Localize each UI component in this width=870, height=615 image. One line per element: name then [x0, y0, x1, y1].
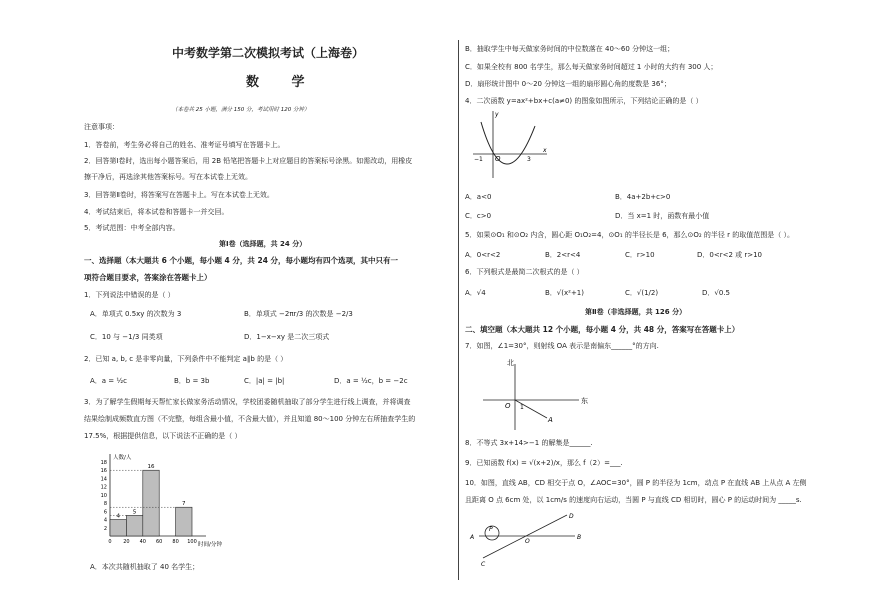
column-divider	[458, 40, 459, 580]
q5-option-b: B．2<r<4	[545, 251, 581, 259]
x-axis-label: x	[543, 147, 547, 154]
q2-option-c: C．|a| = |b|	[244, 377, 285, 385]
x-tick-label: 80	[172, 539, 179, 545]
label-d: D	[569, 513, 574, 520]
q8-stem: 8．不等式 3x+14>−1 的解集是______.	[465, 439, 593, 447]
q3-line3: 17.5%，根据提供信息，以下说法不正确的是（ ）	[84, 432, 242, 440]
parabola-figure	[471, 108, 551, 180]
x-tick-label: 0	[108, 539, 112, 545]
intersecting-lines-figure	[469, 510, 589, 570]
q10-line1: 10．如图，直线 AB，CD 相交于点 O，∠AOC=30°，圆 P 的半径为 1cm，动点 P 在直线 AB 上从点 A 左侧	[465, 479, 807, 487]
q3-option-a: A．本次共随机抽取了 40 名学生；	[90, 563, 200, 571]
q5-option-c: C．r>10	[625, 251, 655, 259]
left-root-label: −1	[474, 156, 483, 163]
histogram-bar	[176, 507, 192, 536]
q1-option-c: C．10 与 −1/3 同类项	[90, 333, 163, 341]
y-tick-label: 6	[103, 509, 107, 516]
x-tick-label: 40	[139, 539, 146, 545]
x-axis-title: 时间/分钟	[198, 542, 222, 548]
note-5: 5．考试范围：中考全部内容。	[84, 224, 180, 232]
q3-line1: 3．为了解学生假期每天帮忙家长做家务活动情况，学校团委随机抽取了部分学生进行线上调查，并将调查	[84, 398, 411, 406]
point-a-label: A	[548, 416, 553, 424]
right-column	[465, 0, 807, 615]
q1-option-a: A．单项式 0.5xy 的次数为 3	[90, 310, 182, 318]
note-4: 4．考试结束后，将本试卷和答题卡一并交回。	[84, 208, 229, 216]
y-axis-title: 人数/人	[113, 455, 132, 461]
compass-figure	[471, 356, 591, 432]
label-o: O	[525, 538, 530, 545]
note-3: 3．回答第Ⅱ卷时，将答案写在答题卡上。写在本试卷上无效。	[84, 191, 274, 199]
section1-line1: 一、选择题（本大题共 6 个小题，每小题 4 分，共 24 分，每小题均有四个选项，其中只有一	[84, 256, 399, 265]
q3-option-d: D．扇形统计图中 0～20 分钟这一组的扇形圆心角的度数是 36°；	[465, 80, 671, 88]
q3-line2: 结果绘制成频数直方图（不完整，每组含最小值，不含最大值），并且知道 80～100 分钟左右所抽查学生的	[84, 415, 416, 423]
y-tick-label: 18	[100, 460, 107, 466]
y-tick-label: 14	[100, 476, 107, 483]
q3-option-c: C．如果全校有 800 名学生，那么每天做家务时间超过 1 小时的大约有 300 人；	[465, 63, 718, 71]
y-tick-label: 10	[100, 492, 107, 499]
q9-stem: 9．已知函数 f(x) = √(x+2)/x，那么 f（2）=___.	[465, 459, 623, 467]
x-tick-label: 100	[187, 539, 197, 545]
q3-option-b: B．抽取学生中每天做家务时间的中位数落在 40～60 分钟这一组；	[465, 45, 675, 53]
q4-option-c: C．c>0	[465, 212, 492, 220]
note-2: 2．回答第Ⅰ卷时，选出每小题答案后，用 2B 铅笔把答题卡上对应题目的答案标号涂黑。如需改动，用橡皮	[84, 157, 413, 165]
right-root-label: 3	[527, 156, 531, 163]
section1-line2: 项符合题目要求，答案涂在答题卡上）	[84, 273, 212, 282]
q5-option-a: A．0<r<2	[465, 251, 501, 259]
q6-option-b: B．√(x²+1)	[545, 289, 584, 297]
subject-title: 数 学	[246, 75, 319, 90]
q4-stem: 4．二次函数 y=ax²+bx+c(a≠0) 的图象如图所示，下列结论正确的是（ ）	[465, 97, 703, 105]
bar-value-label: 5	[132, 509, 137, 516]
label-a: A	[470, 534, 475, 541]
q5-option-d: D．0<r<2 或 r>10	[697, 251, 763, 259]
origin-label: O	[495, 155, 501, 163]
q5-stem: 5．如果⊙O₁ 和⊙O₂ 内含，圆心距 O₁O₂=4，⊙O₁ 的半径长是 6，那么⊙O₂ 的半径 r 的取值范围是（ ）。	[465, 231, 794, 239]
q4-option-d: D．当 x=1 时，函数有最小值	[615, 212, 710, 220]
y-tick-label: 4	[103, 517, 107, 524]
y-tick-label: 12	[100, 484, 107, 491]
part2-heading: 第Ⅱ卷（非选择题，共 126 分）	[585, 308, 687, 316]
y-tick-label: 2	[103, 525, 107, 532]
q2-stem: 2．已知 a, b, c 是非零向量，下列条件中不能判定 a∥b 的是（ ）	[84, 355, 288, 363]
q2-option-b: B．b = 3b	[174, 377, 210, 385]
label-c: C	[481, 561, 486, 568]
section2-heading: 二、填空题（本大题共 12 个小题，每小题 4 分，共 48 分，答案写在答题卡上）	[465, 325, 740, 334]
q1-stem: 1．下列说法中错误的是（ ）	[84, 291, 175, 299]
compass-origin-label: O	[505, 402, 511, 410]
part1-heading: 第Ⅰ卷（选择题，共 24 分）	[219, 240, 307, 248]
x-tick-label: 20	[123, 539, 130, 545]
q10-line2: 且距离 O 点 6cm 处，以 1cm/s 的速度向右运动，当圆 P 与直线 CD 相切时，圆心 P 的运动时间为 _____s.	[465, 496, 802, 504]
label-b: B	[577, 534, 582, 541]
q1-option-d: D．1−x−xy 是二次三项式	[244, 333, 330, 341]
north-label: 北	[507, 359, 514, 367]
bar-value-label: 16	[147, 464, 155, 471]
histogram-chart	[94, 450, 234, 555]
q6-option-c: C．√(1/2)	[625, 289, 659, 297]
label-p: P	[489, 526, 493, 533]
bar-value-label: 4	[116, 513, 120, 520]
notes-heading: 注意事项：	[84, 123, 119, 131]
x-tick-label: 60	[156, 539, 163, 545]
q4-option-b: B．4a+2b+c>0	[615, 193, 671, 201]
q6-stem: 6．下列根式是最简二次根式的是（ ）	[465, 268, 584, 276]
line-cd	[483, 515, 567, 558]
q6-option-d: D．√0.5	[702, 289, 730, 297]
q2-option-a: A．a = ½c	[90, 377, 128, 385]
angle-label: 1	[520, 404, 524, 411]
histogram-bar	[110, 520, 126, 536]
q2-option-d: D．a = ½c，b = −2c	[334, 377, 408, 385]
histogram-bar	[143, 470, 159, 536]
left-column	[84, 0, 448, 615]
q4-option-a: A．a<0	[465, 193, 492, 201]
east-label: 东	[581, 397, 588, 405]
note-2b: 擦干净后，再选涂其他答案标号。写在本试卷上无效。	[84, 173, 252, 181]
q7-stem: 7．如图，∠1=30°，则射线 OA 表示是南偏东______°的方向.	[465, 342, 659, 350]
histogram-bar	[126, 515, 142, 536]
y-axis-label: y	[495, 111, 499, 118]
exam-meta: （本卷共 25 小题，满分 150 分，考试用时 120 分钟）	[172, 107, 310, 113]
exam-title: 中考数学第二次模拟考试（上海卷）	[172, 46, 365, 60]
y-tick-label: 16	[100, 468, 107, 475]
note-1: 1．答卷前，考生务必将自己的姓名、准考证号填写在答题卡上。	[84, 141, 285, 149]
q6-option-a: A．√4	[465, 289, 486, 297]
y-tick-label: 8	[103, 501, 107, 508]
bar-value-label: 7	[182, 501, 186, 508]
q1-option-b: B．单项式 −2πr/3 的次数是 −2/3	[244, 310, 353, 318]
